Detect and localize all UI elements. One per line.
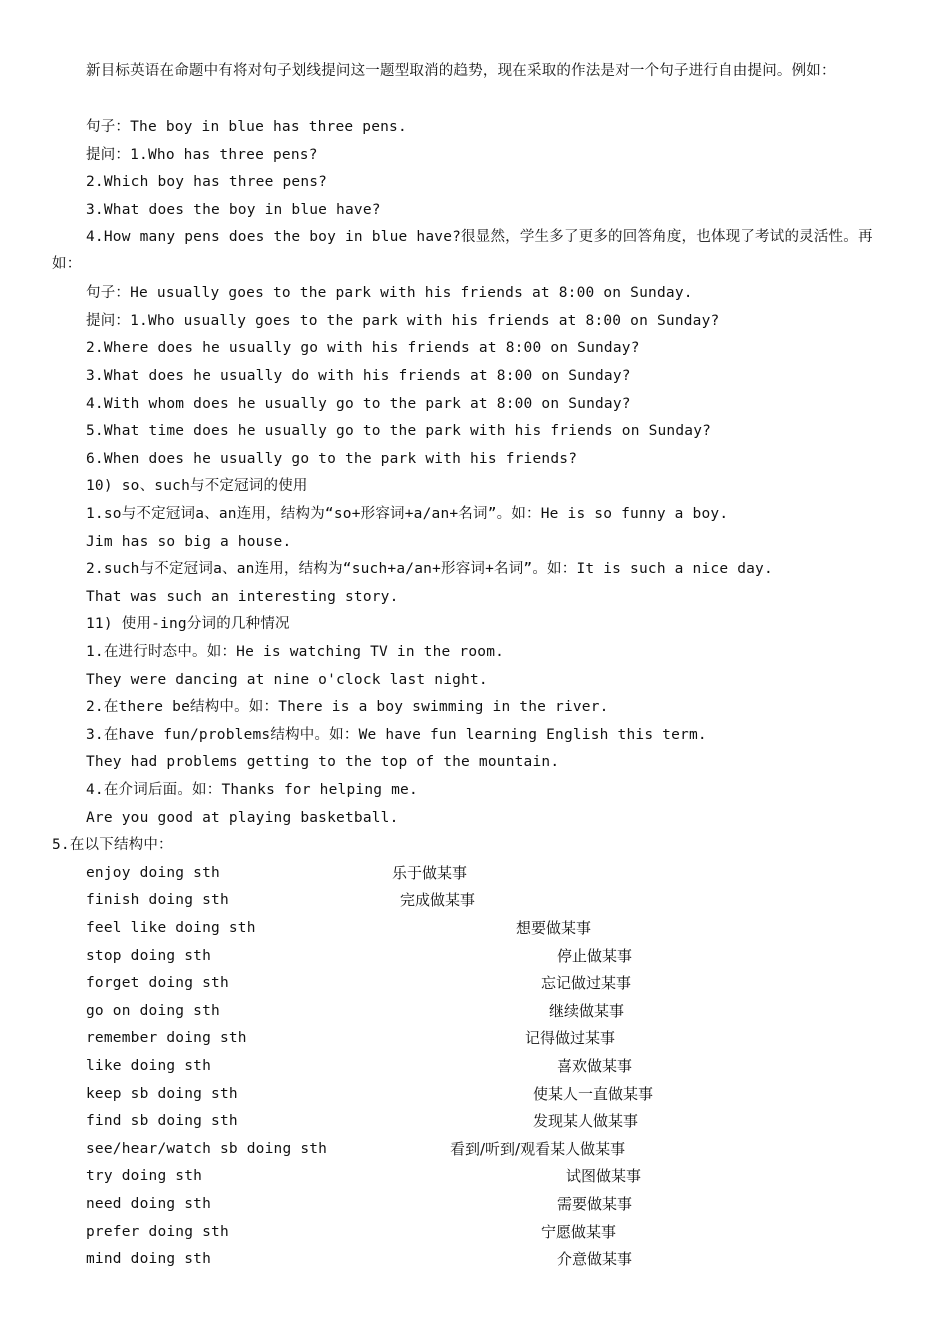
phrase-en: go on doing sth [86,1003,220,1019]
section11-line: 3.在have fun/problems结构中。如：We have fun learning English this term. [86,727,707,743]
example1-question: 4.How many pens does the boy in blue have?很显然，学生多了更多的回答角度，也体现了考试的灵活性。再如： [52,229,873,272]
section11-heading: 11) 使用-ing分词的几种情况 [86,616,290,632]
section10-line: 2.such与不定冠词a、an连用，结构为“such+a/an+形容词+名词”。如：It is such a nice day. [86,561,773,577]
phrase-zh: 喜欢做某事 [557,1057,633,1075]
phrase-en: mind doing sth [86,1251,212,1267]
example1-sentence: 句子：The boy in blue has three pens. [86,119,407,135]
phrase-en: like doing sth [86,1058,212,1074]
example1-question: 3.What does the boy in blue have? [86,202,381,218]
example1-question: 提问：1.Who has three pens? [86,147,318,163]
phrase-zh: 宁愿做某事 [541,1223,617,1241]
phrase-en: keep sb doing sth [86,1086,238,1102]
intro-paragraph: 新目标英语在命题中有将对句子划线提问这一题型取消的趋势，现在采取的作法是对一个句子进行自由提问。例如： [86,63,836,79]
phrase-en: remember doing sth [86,1030,247,1046]
phrase-en: see/hear/watch sb doing sth [86,1141,328,1157]
phrase-en: feel like doing sth [86,920,256,936]
section10-heading: 10) so、such与不定冠词的使用 [86,478,308,494]
section10-line: 1.so与不定冠词a、an连用，结构为“so+形容词+a/an+名词”。如：He is so funny a boy. [86,506,729,522]
phrase-en: enjoy doing sth [86,865,220,881]
phrase-zh: 介意做某事 [557,1250,633,1268]
example1-question: 2.Which boy has three pens? [86,174,328,190]
section11-line: Are you good at playing basketball. [86,810,399,826]
phrase-zh: 想要做某事 [516,919,592,937]
phrase-zh: 记得做过某事 [525,1029,616,1047]
example2-question: 3.What does he usually do with his friends at 8:00 on Sunday? [86,368,631,384]
phrase-zh: 停止做某事 [557,947,633,965]
example2-question: 5.What time does he usually go to the park with his friends on Sunday? [86,423,712,439]
phrase-en: find sb doing sth [86,1113,238,1129]
phrase-zh: 乐于做某事 [392,864,468,882]
phrase-zh: 看到/听到/观看某人做某事 [450,1140,626,1158]
phrase-en: stop doing sth [86,948,212,964]
section10-line: That was such an interesting story. [86,589,399,605]
phrase-zh: 使某人一直做某事 [533,1085,654,1103]
phrase-en: need doing sth [86,1196,212,1212]
example2-question: 4.With whom does he usually go to the park at 8:00 on Sunday? [86,396,631,412]
section10-line: Jim has so big a house. [86,534,292,550]
phrase-en: forget doing sth [86,975,229,991]
phrase-en: finish doing sth [86,892,229,908]
phrase-en: prefer doing sth [86,1224,229,1240]
phrase-en: try doing sth [86,1168,203,1184]
phrase-zh: 需要做某事 [557,1195,633,1213]
phrase-zh: 继续做某事 [549,1002,625,1020]
example2-question: 2.Where does he usually go with his friends at 8:00 on Sunday? [86,340,640,356]
section11-line: 1.在进行时态中。如：He is watching TV in the room. [86,644,505,660]
phrase-zh: 忘记做过某事 [541,974,632,992]
section11-line: 4.在介词后面。如：Thanks for helping me. [86,782,418,798]
phrase-zh: 试图做某事 [566,1167,642,1185]
example2-sentence: 句子：He usually goes to the park with his friends at 8:00 on Sunday. [86,285,693,301]
item5-heading: 5.在以下结构中： [52,837,173,853]
section11-line: They were dancing at nine o'clock last night. [86,672,488,688]
section11-line: They had problems getting to the top of the mountain. [86,754,560,770]
example2-question: 提问：1.Who usually goes to the park with his friends at 8:00 on Sunday? [86,313,720,329]
example2-question: 6.When does he usually go to the park with his friends? [86,451,578,467]
section11-line: 2.在there be结构中。如：There is a boy swimming in the river. [86,699,609,715]
phrase-zh: 完成做某事 [400,891,476,909]
phrase-zh: 发现某人做某事 [533,1112,639,1130]
